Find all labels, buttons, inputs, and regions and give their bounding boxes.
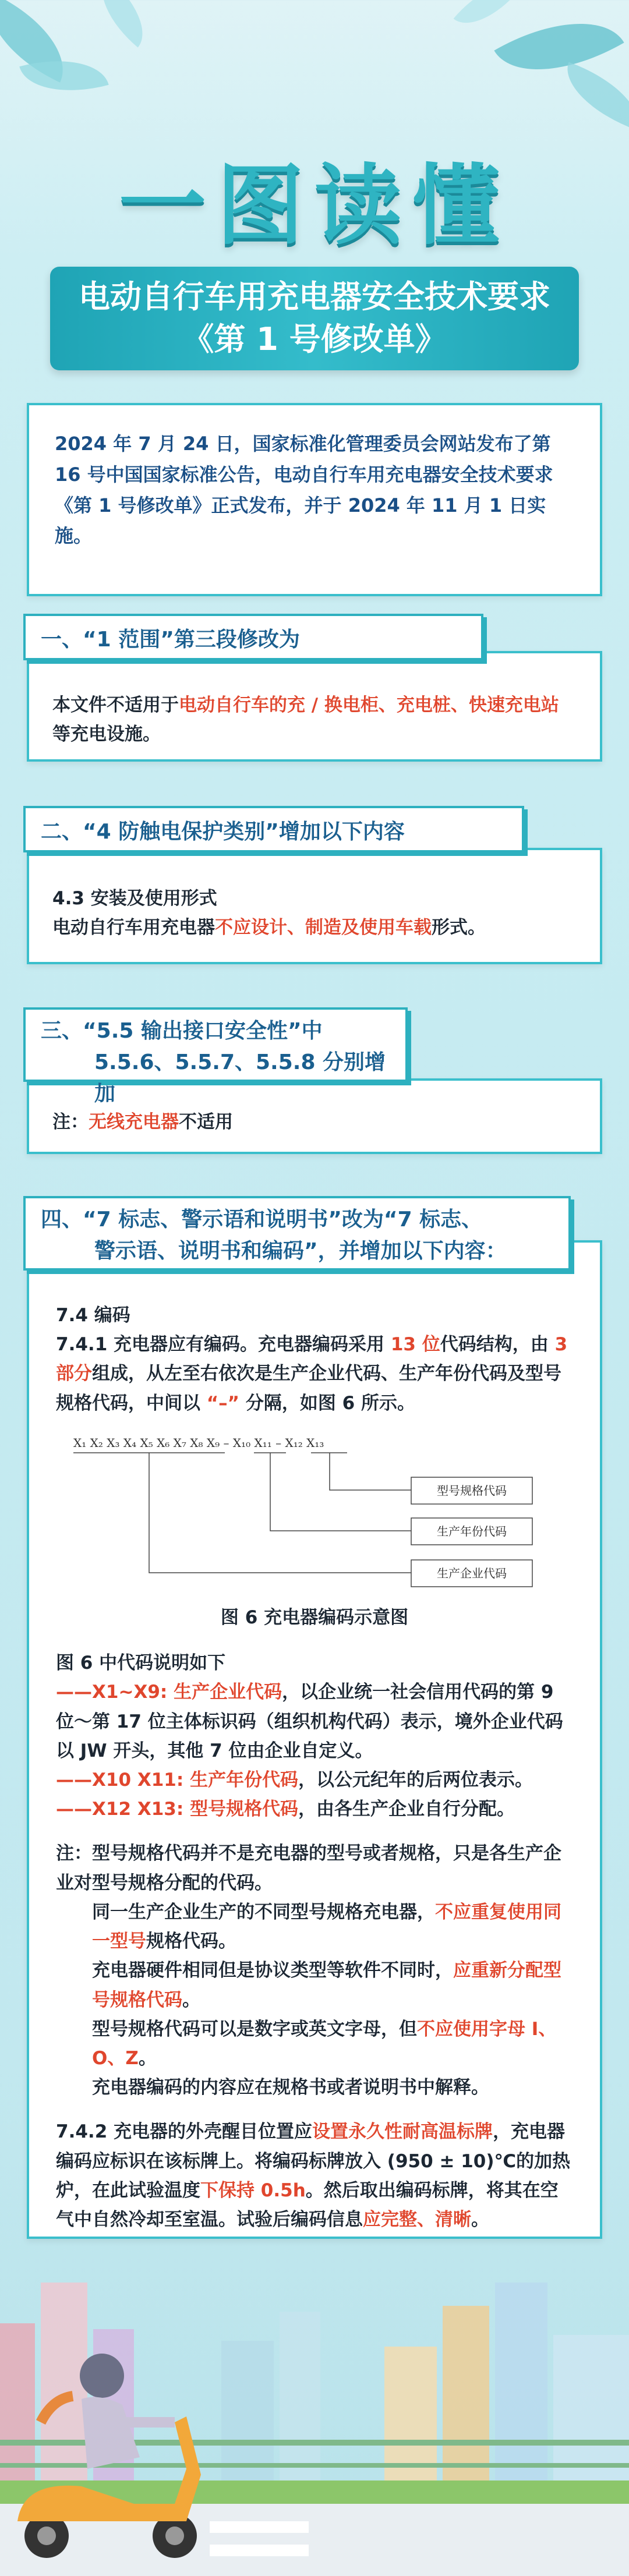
s4-74-title: 7.4 编码 bbox=[56, 1305, 130, 1326]
section-1-heading-text: 一、“1 范围”第三段修改为 bbox=[41, 628, 300, 652]
note-a: 注：型号规格代码并不是充电器的型号或者规格，只是各生产企业对型号规格分配的代码。 bbox=[56, 1843, 561, 1894]
section-1-body bbox=[52, 691, 577, 749]
box-company-label: 生产企业代码 bbox=[437, 1566, 507, 1580]
s3-text-end: 不适用 bbox=[179, 1112, 233, 1133]
p742-a: 7.4.2 充电器的外壳醒目位置应 bbox=[56, 2121, 313, 2143]
s4-741-b: 代码结构，由 bbox=[440, 1334, 555, 1356]
section-1-heading bbox=[23, 614, 483, 660]
decor-leaf bbox=[555, 62, 629, 130]
note-c bbox=[56, 1956, 573, 2014]
s1-text-end: 等充电设施。 bbox=[52, 724, 161, 745]
s3-text: 注： bbox=[52, 1112, 89, 1133]
band-title-line1: 电动自行车用充电器安全技术要求 bbox=[79, 278, 550, 316]
legend-heading: 图 6 中代码说明如下 bbox=[56, 1653, 226, 1674]
decor-leaf bbox=[454, 0, 520, 39]
s4-741-r2: 3 部分 bbox=[56, 1334, 568, 1385]
connector-company bbox=[149, 1453, 411, 1573]
section-3-body bbox=[52, 1107, 577, 1137]
note-d bbox=[56, 2015, 573, 2073]
figure-caption: 图 6 充电器编码示意图 bbox=[220, 1607, 409, 1628]
note-b-end: 规格代码。 bbox=[146, 1931, 236, 1952]
legend-1-text: ，以企业统一社会信用代码的第 9 位～第 17 位主体标识码（组织机构代码）表示，境外企业代码以 JW 开头，其他 7 位由企业自定义。 bbox=[56, 1682, 563, 1761]
section-2-heading-text: 二、“4 防触电保护类别”增加以下内容 bbox=[41, 820, 405, 844]
legend-2-key: ——X10 X11: 生产年份代码 bbox=[56, 1769, 299, 1791]
section-3-heading-line2: 5.5.6、5.5.7、5.5.8 分别增加 bbox=[94, 1050, 386, 1106]
connector-model bbox=[330, 1453, 411, 1490]
building bbox=[221, 2341, 274, 2498]
road-marking bbox=[210, 2545, 309, 2556]
building bbox=[0, 2323, 35, 2498]
note-c-text: 充电器硬件相同但是协议类型等软件不同时， bbox=[92, 1960, 453, 1981]
p742-c: 。然后取出编码标牌，将其在空气中自然冷却至室温。试验后编码信息 bbox=[56, 2179, 559, 2231]
note-d-end: 。 bbox=[138, 2047, 157, 2069]
legend-3-text: ，由各生产企业自行分配。 bbox=[298, 1799, 515, 1820]
section-2-heading bbox=[23, 806, 524, 852]
s2-highlight: 不应设计、制造及使用车载 bbox=[215, 917, 432, 939]
rider-helmet bbox=[80, 2354, 124, 2398]
section-4-heading-line2: 警示语、说明书和编码”，并增加以下内容： bbox=[94, 1239, 507, 1263]
legend-item-3 bbox=[56, 1795, 573, 1824]
bottom-scene bbox=[0, 2248, 629, 2576]
p-742 bbox=[56, 2117, 573, 2234]
section-2-body bbox=[52, 913, 577, 942]
s2-text-end: 形式。 bbox=[432, 917, 486, 939]
note-c-highlight: 应重新分配型号规格代码 bbox=[92, 1960, 561, 2011]
building bbox=[384, 2347, 437, 2498]
legend-3-key: ——X12 X13: 型号规格代码 bbox=[56, 1799, 299, 1820]
note-b-text: 同一生产企业生产的不同型号规格充电器， bbox=[92, 1901, 435, 1923]
legend-item-1 bbox=[56, 1678, 573, 1765]
note-d-text: 型号规格代码可以是数字或英文字母，但 bbox=[92, 2018, 417, 2040]
title-band bbox=[50, 267, 579, 370]
scooter-front-hub bbox=[165, 2527, 184, 2545]
note-b bbox=[56, 1898, 573, 1956]
section-3-heading-line1: 三、“5.5 输出接口安全性”中 bbox=[41, 1019, 323, 1043]
note-c-end: 。 bbox=[182, 1989, 200, 2011]
code-line: X₁ X₂ X₃ X₄ X₅ X₆ X₇ X₈ X₉ – X₁₀ X₁₁ – X₁₂ X₁₃ bbox=[73, 1435, 324, 1450]
intro-card bbox=[27, 403, 602, 596]
section-3-heading bbox=[23, 1007, 408, 1106]
s1-text: 本文件不适用于 bbox=[52, 695, 179, 716]
section-4-card bbox=[27, 1240, 602, 2239]
connector-year bbox=[270, 1453, 411, 1531]
note-e: 充电器编码的内容应在规格书或者说明书中解释。 bbox=[92, 2077, 489, 2099]
s3-highlight: 无线充电器 bbox=[89, 1112, 179, 1133]
p742-r2: 下保持 0.5h bbox=[200, 2179, 306, 2201]
legend-1-key: ——X1~X9: 生产企业代码 bbox=[56, 1682, 282, 1703]
s4-741-a: 7.4.1 充电器应有编码。充电器编码采用 bbox=[56, 1334, 391, 1356]
note-d-highlight: 不应使用字母 I、O、Z bbox=[92, 2018, 557, 2069]
main-title: 一图读懂 bbox=[118, 155, 510, 257]
s1-highlight: 电动自行车的充 / 换电柜、充电桩、快速充电站 bbox=[179, 695, 559, 716]
s4-741-r1: 13 位 bbox=[390, 1334, 440, 1356]
section-1-card bbox=[27, 651, 602, 762]
section-2-card bbox=[27, 848, 602, 964]
intro-text: 2024 年 7 月 24 日，国家标准化管理委员会网站发布了第 16 号中国国家标准公告，电动自行车用充电器安全技术要求《第 1 号修改单》正式发布，并于 2024 年 11 月 1 日实施。 bbox=[55, 433, 553, 547]
p742-b: ，充电器编码应标识在该标牌上。将编码标牌放入 (950 ± 10)℃的加热炉，在此试验温度 bbox=[56, 2121, 571, 2201]
decor-leaf bbox=[84, 0, 160, 48]
code-diagram bbox=[56, 1432, 573, 1601]
code-diagram-svg bbox=[56, 1432, 574, 1601]
p742-r1: 设置永久性耐高温标牌 bbox=[312, 2121, 493, 2143]
note-b-highlight: 不应重复使用同一型号 bbox=[92, 1901, 561, 1952]
building bbox=[443, 2306, 489, 2498]
s4-741-d: 分隔，如图 6 所示。 bbox=[239, 1392, 415, 1414]
scooter-rear-hub bbox=[37, 2527, 56, 2545]
section-4-heading bbox=[23, 1196, 571, 1271]
road-marking bbox=[210, 2521, 309, 2533]
band-title-line2: 《第 1 号修改单》 bbox=[182, 321, 447, 358]
legend-2-text: ，以公元纪年的后两位表示。 bbox=[298, 1769, 533, 1791]
p742-d: 。 bbox=[471, 2209, 489, 2231]
p742-r3: 应完整、清晰 bbox=[363, 2209, 471, 2231]
s4-741-r3: “–” bbox=[206, 1392, 240, 1414]
s4-741-paragraph bbox=[56, 1330, 573, 1418]
box-model-label: 型号规格代码 bbox=[437, 1483, 507, 1498]
building bbox=[280, 2312, 320, 2498]
s4-741-c: 组成，从左至右依次是生产企业代码、生产年份代码及型号规格代码，中间以 bbox=[56, 1363, 561, 1414]
section-2-sub: 4.3 安装及使用形式 bbox=[52, 888, 217, 909]
building bbox=[553, 2335, 629, 2498]
box-year-label: 生产年份代码 bbox=[437, 1524, 507, 1538]
legend-item-2 bbox=[56, 1765, 573, 1795]
s2-text: 电动自行车用充电器 bbox=[52, 917, 215, 939]
section-4-heading-line1: 四、“7 标志、警示语和说明书”改为“7 标志、 bbox=[41, 1208, 483, 1232]
